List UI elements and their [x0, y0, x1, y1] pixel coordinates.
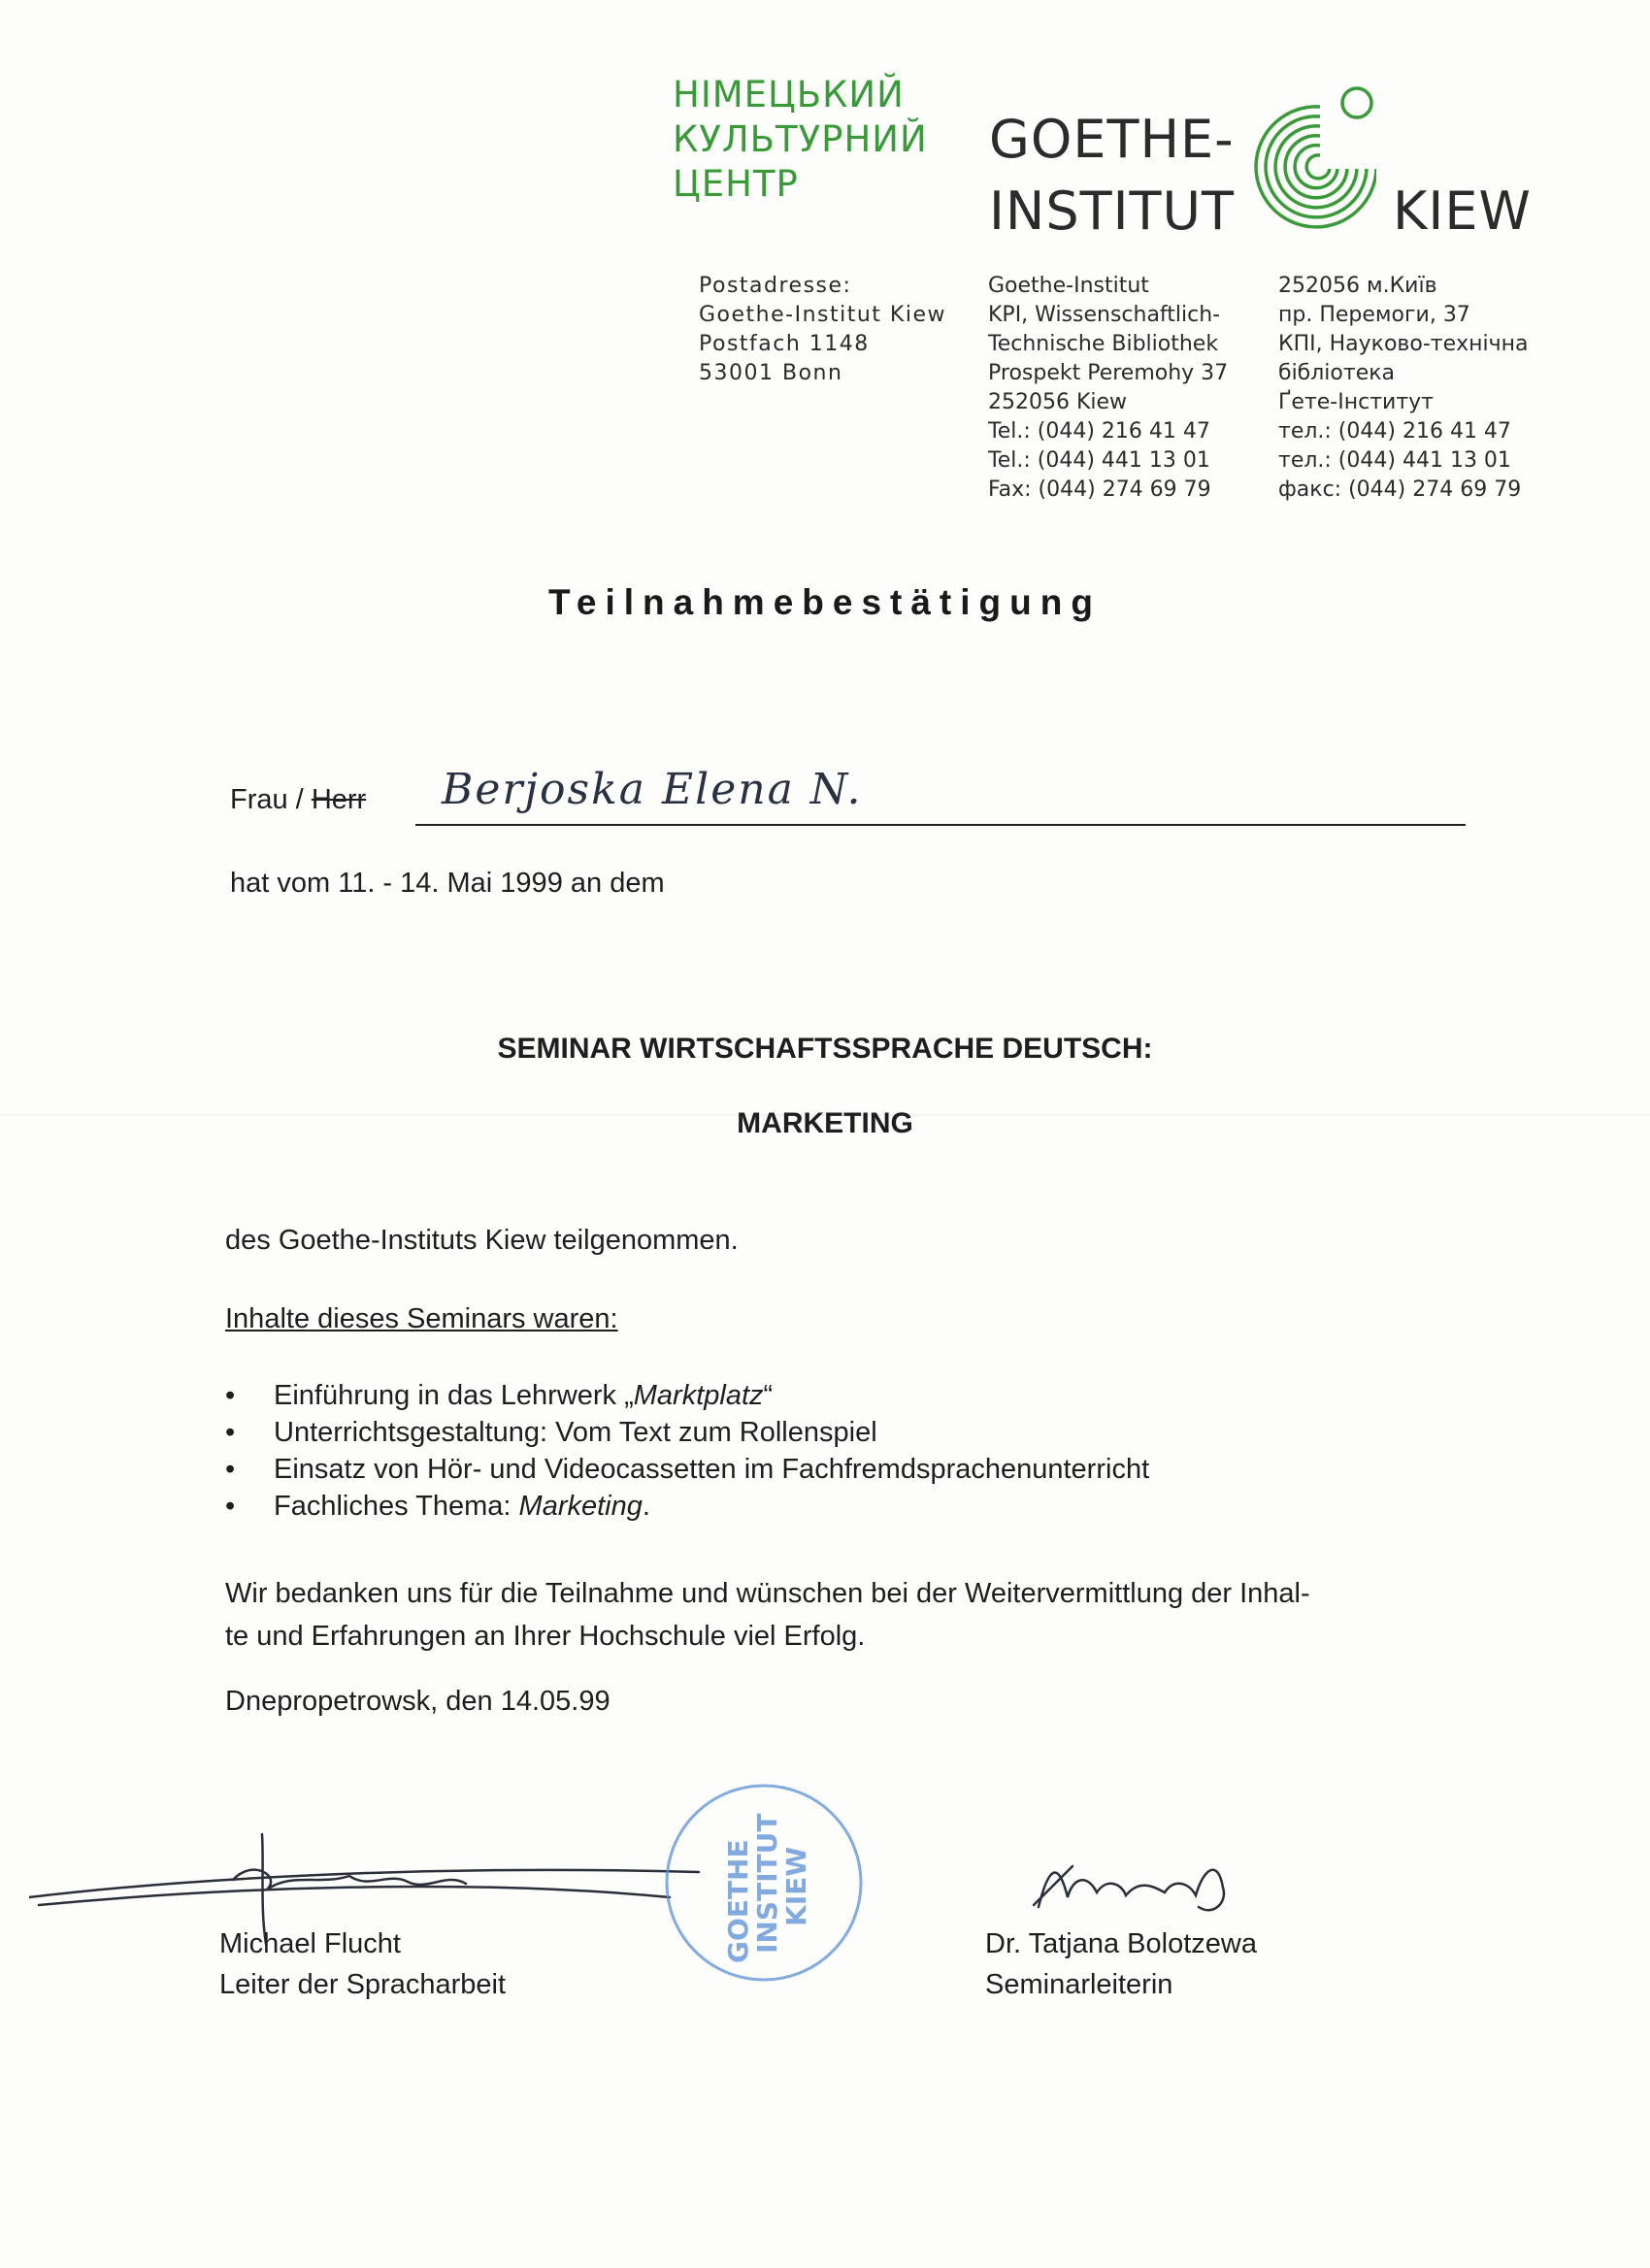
kiew-wordmark: KIEW: [1393, 181, 1532, 242]
postal-address: [699, 272, 946, 388]
ukr-name-line: НІМЕЦЬКИЙ: [673, 74, 905, 115]
address-line: 53001 Bonn: [699, 361, 843, 385]
signatory-left-role: Leiter der Spracharbeit: [219, 1969, 506, 2000]
signatory-right-role: Seminarleiterin: [985, 1969, 1173, 2000]
address-line: бібліотека: [1278, 361, 1396, 385]
bullet-icon: [225, 1488, 274, 1525]
salutation-herr-struck: Herr: [311, 784, 367, 815]
seminar-title: SEMINAR WIRTSCHAFTSSPRACHE DEUTSCH:: [497, 1033, 1153, 1065]
address-line: KPI, Wissenschaftlich-: [988, 303, 1221, 327]
seminar-topic: MARKETING: [737, 1107, 913, 1139]
document-title: Teilnahmebestätigung: [548, 582, 1102, 622]
address-line: пр. Перемоги, 37: [1278, 303, 1470, 327]
participant-name: Berjoska Elena N.: [442, 765, 863, 814]
list-item: [225, 1488, 1149, 1525]
address-line: Fax: (044) 274 69 79: [988, 477, 1211, 502]
item-text: Einführung in das Lehrwerk „: [274, 1380, 634, 1411]
contents-heading: Inhalte dieses Seminars waren:: [225, 1303, 618, 1334]
list-item: [225, 1414, 1149, 1451]
stamp-line: INSTITUT: [751, 1813, 783, 1954]
item-text: Einsatz von Hör- und Videocassetten im Fachfremdsprachenunterricht: [274, 1454, 1150, 1485]
salutation: [230, 784, 366, 816]
address-line: факс: (044) 274 69 79: [1278, 477, 1522, 502]
closing-line: te und Erfahrungen an Ihrer Hochschule viel Erfolg.: [225, 1621, 866, 1652]
goethe-wordmark: GOETHE-: [989, 109, 1235, 170]
salutation-frau: Frau /: [230, 784, 312, 815]
institut-wordmark: INSTITUT: [989, 181, 1236, 242]
address-line: тел.: (044) 216 41 47: [1278, 419, 1511, 444]
name-underline: [415, 824, 1466, 826]
signatory-right-name: Dr. Tatjana Bolotzewa: [985, 1928, 1257, 1959]
address-line: 252056 Kiew: [988, 390, 1128, 414]
bullet-icon: [225, 1377, 274, 1414]
ukr-name-line: КУЛЬТУРНИЙ: [673, 118, 928, 160]
closing-paragraph: [225, 1572, 1310, 1658]
item-italic: Marketing: [518, 1491, 643, 1522]
ukr-name-line: ЦЕНТР: [673, 163, 799, 205]
address-line: Goethe-Institut Kiew: [699, 303, 946, 327]
address-line: Ґете-Інститут: [1278, 390, 1434, 414]
signatory-left: [219, 1923, 506, 2005]
item-text-after: .: [642, 1491, 650, 1522]
address-line: Postadresse:: [699, 274, 852, 298]
goethe-logo-icon: [1211, 76, 1376, 231]
place-date: Dnepropetrowsk, den 14.05.99: [225, 1686, 610, 1717]
address-line: КПІ, Науково-технічна: [1278, 332, 1529, 356]
bullet-icon: [225, 1451, 274, 1488]
item-italic: Marktplatz: [633, 1380, 764, 1411]
address-line: Prospekt Peremohy 37: [988, 361, 1229, 385]
item-text: Fachliches Thema:: [274, 1491, 519, 1522]
stamp-line: KIEW: [780, 1846, 812, 1926]
signatory-right: [985, 1923, 1257, 2005]
took-part-line: des Goethe-Instituts Kiew teilgenommen.: [225, 1225, 739, 1256]
closing-line: Wir bedanken uns für die Teilnahme und wünschen bei der Weitervermittlung der Inhal-: [225, 1578, 1310, 1609]
address-line: Technische Bibliothek: [988, 332, 1219, 356]
bullet-icon: [225, 1414, 274, 1451]
ukrainian-center-name: [673, 73, 928, 207]
item-text: Unterrichtsgestaltung: Vom Text zum Rollenspiel: [274, 1417, 877, 1448]
contents-list: [225, 1377, 1149, 1525]
goethe-stamp-icon: [662, 1781, 866, 1985]
ukrainian-address: [1278, 272, 1529, 505]
signatory-left-name: Michael Flucht: [219, 1928, 401, 1959]
address-line: Postfach 1148: [699, 332, 870, 356]
german-address: [988, 272, 1228, 505]
item-text-after: “: [763, 1380, 774, 1411]
list-item: [225, 1377, 1149, 1414]
stamp-line: GOETHE: [722, 1839, 754, 1963]
address-line: 252056 м.Київ: [1278, 274, 1437, 298]
list-item: [225, 1451, 1149, 1488]
address-line: Tel.: (044) 216 41 47: [988, 419, 1210, 444]
address-line: Goethe-Institut: [988, 274, 1149, 298]
right-signature-icon: [1029, 1849, 1242, 1926]
address-line: тел.: (044) 441 13 01: [1278, 448, 1511, 473]
dates-line: hat vom 11. - 14. Mai 1999 an dem: [230, 868, 665, 899]
address-line: Tel.: (044) 441 13 01: [988, 448, 1210, 473]
